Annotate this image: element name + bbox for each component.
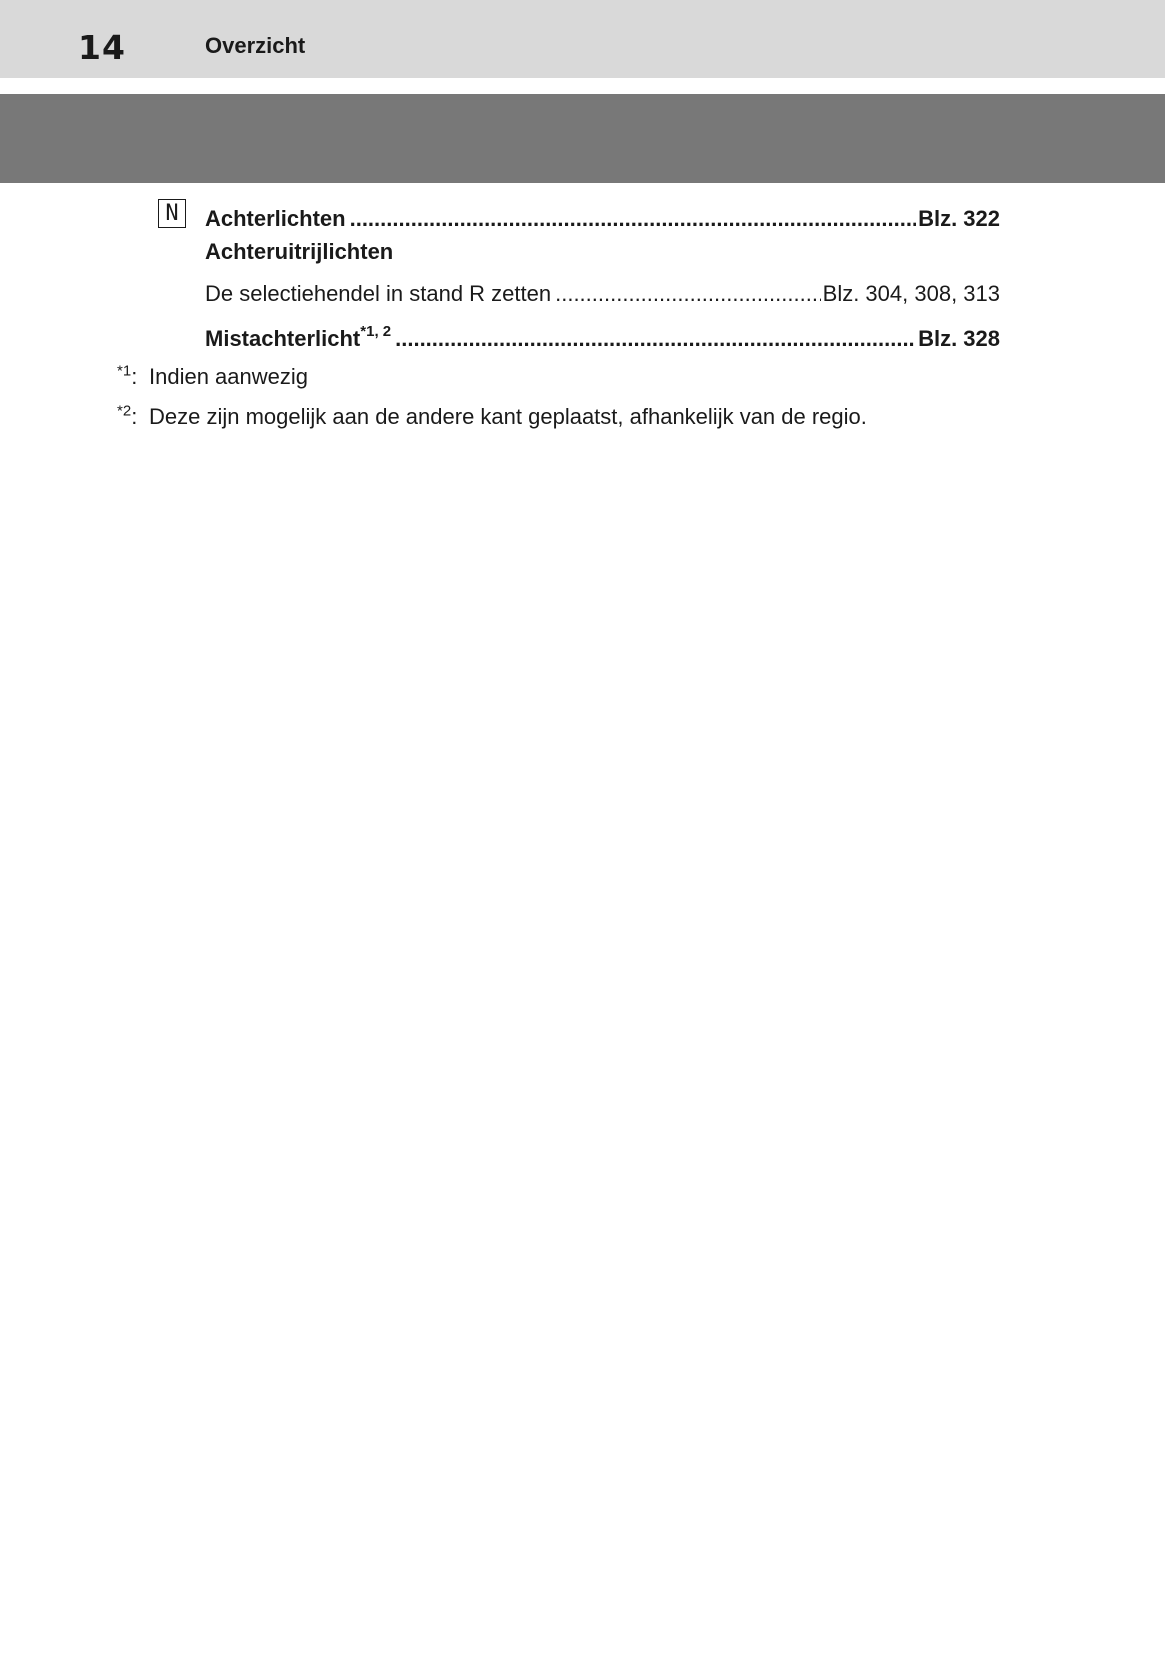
- toc-entry-mistachterlicht: [205, 322, 1000, 353]
- toc-entry-page: Blz. 322: [918, 206, 1000, 231]
- toc-entry-name: [205, 322, 392, 353]
- footnote-text: Indien aanwezig: [149, 364, 309, 389]
- callout-label-box: [158, 199, 186, 228]
- toc-entry-selectiehendel: [205, 280, 1000, 308]
- toc-entry-name: Achterlichten: [205, 206, 346, 231]
- toc-entry-page: Blz. 304, 308, 313: [822, 281, 1000, 306]
- callout-letter: N: [165, 200, 179, 226]
- toc-entry-name: De selectiehendel in stand R zetten: [205, 281, 552, 306]
- page-number: 14: [78, 28, 126, 67]
- toc-entry-page: Blz. 328: [918, 326, 1000, 351]
- toc-heading-achteruitrijlichten: Achteruitrijlichten: [205, 239, 394, 264]
- footnote-mark: $^{*1}$:: [117, 362, 138, 389]
- footnote-1: [117, 363, 308, 391]
- section-title: Overzicht: [205, 33, 306, 58]
- leader-dots: [395, 325, 916, 353]
- footnote-2: [117, 403, 867, 431]
- page-header: [0, 0, 1165, 78]
- leader-dots: [350, 205, 916, 233]
- footnote-reference: *1, 2: [360, 322, 392, 340]
- toc-entry-achterlichten: [205, 205, 1000, 233]
- toc-entry-name-text: Mistachterlicht: [205, 326, 361, 351]
- footnote-text: Deze zijn mogelijk aan de andere kant geplaatst, afhankelijk van de regio.: [149, 404, 867, 429]
- illustration-band: [0, 94, 1165, 183]
- footnote-mark: $^{*2}$:: [117, 402, 138, 429]
- leader-dots: [555, 280, 821, 308]
